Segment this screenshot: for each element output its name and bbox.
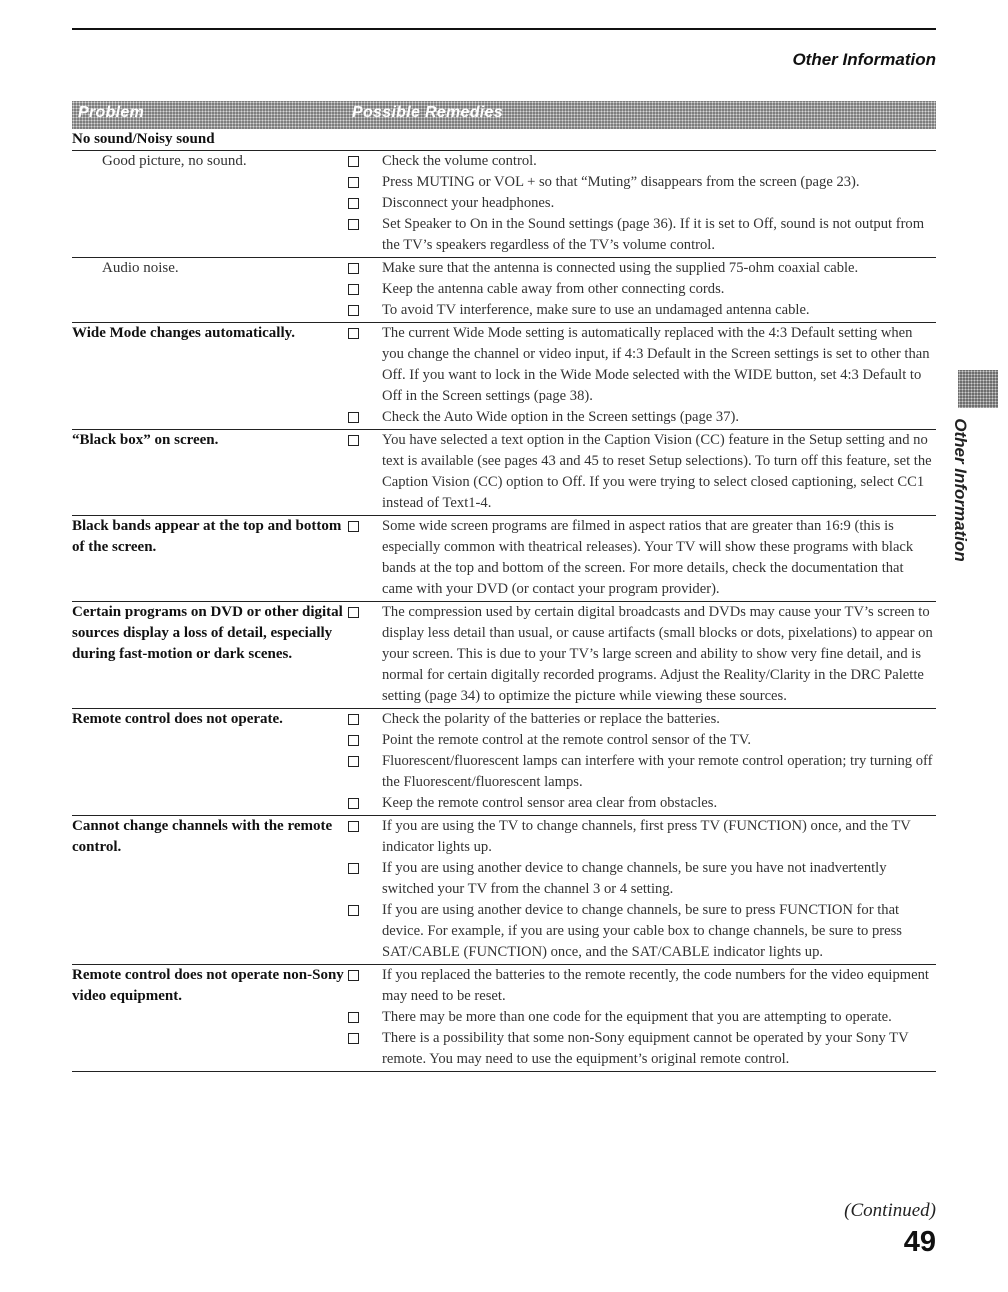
remedy-text: If you are using another device to change channels, be sure you have not inadvertently switched your TV from the channel 3 or 4 setting. — [382, 860, 887, 897]
checkbox-icon — [348, 198, 359, 209]
remedy-item — [346, 1007, 936, 1028]
remedy-item — [346, 323, 936, 407]
remedy-text: Keep the antenna cable away from other connecting cords. — [382, 281, 725, 297]
checkbox-icon — [348, 263, 359, 274]
top-rule — [72, 28, 936, 30]
checkbox-icon — [348, 905, 359, 916]
header-problem: Problem — [78, 104, 145, 121]
remedy-text: Fluorescent/fluorescent lamps can interfere with your remote control operation; try turning off the Fluorescent/fluorescent lamps. — [382, 753, 933, 790]
remedy-item — [346, 516, 936, 600]
table-row — [72, 258, 936, 323]
remedy-text: To avoid TV interference, make sure to use an undamaged antenna cable. — [382, 302, 810, 318]
table-row — [72, 965, 936, 1072]
remedies-list — [346, 709, 936, 814]
table-row — [72, 516, 936, 602]
checkbox-icon — [348, 821, 359, 832]
table-row — [72, 151, 936, 258]
checkbox-icon — [348, 156, 359, 167]
problem-text: Cannot change channels with the remote control. — [72, 818, 333, 855]
group-title: No sound/Noisy sound — [72, 129, 936, 151]
remedy-item — [346, 965, 936, 1007]
remedy-text: The compression used by certain digital broadcasts and DVDs may cause your TV’s screen to display less detail than usual, or cause artifacts (small blocks or dots, pixelations) to appear on your screen. This is due to your TV’s large screen and ability to show very fine detail, and is normal for certain digitally recorded programs. Adjust the Reality/Clarity in the DRC Palette setting (page 34) to optimize the picture while viewing these sources. — [382, 604, 933, 704]
table-row — [72, 602, 936, 709]
remedy-item — [346, 730, 936, 751]
table-row — [72, 323, 936, 430]
remedies-list — [346, 965, 936, 1070]
checkbox-icon — [348, 284, 359, 295]
remedy-item — [346, 816, 936, 858]
remedy-item — [346, 900, 936, 963]
remedy-item — [346, 407, 936, 428]
checkbox-icon — [348, 177, 359, 188]
remedy-text: The current Wide Mode setting is automatically replaced with the 4:3 Default setting when you change the channel or video input, if 4:3 Default in the Screen settings is set to other than Off. If you want to lock in the Wide Mode selected with the WIDE button, set 4:3 Default to Off in the Screen settings (page 38). — [382, 325, 930, 404]
remedy-text: If you replaced the batteries to the remote recently, the code numbers for the video equipment may need to be reset. — [382, 967, 929, 1004]
checkbox-icon — [348, 1012, 359, 1023]
remedies-list — [346, 602, 936, 707]
remedy-item — [346, 751, 936, 793]
remedies-list — [346, 323, 936, 428]
remedy-text: Press MUTING or VOL + so that “Muting” disappears from the screen (page 23). — [382, 174, 860, 190]
page-number: 49 — [903, 1226, 936, 1258]
checkbox-icon — [348, 1033, 359, 1044]
remedy-text: Check the Auto Wide option in the Screen settings (page 37). — [382, 409, 740, 425]
checkbox-icon — [348, 521, 359, 532]
problem-text: Certain programs on DVD or other digital sources display a loss of detail, especially during fast-motion or dark scenes. — [72, 604, 343, 662]
remedy-item — [346, 602, 936, 707]
remedies-list — [346, 430, 936, 514]
checkbox-icon — [348, 412, 359, 423]
problem-text: Black bands appear at the top and bottom of the screen. — [72, 518, 342, 555]
section-title: Other Information — [792, 50, 936, 69]
remedy-text: Disconnect your headphones. — [382, 195, 555, 211]
problem-text: Good picture, no sound. — [102, 153, 247, 169]
remedy-item — [346, 858, 936, 900]
problem-text: “Black box” on screen. — [72, 432, 219, 448]
remedy-text: Set Speaker to On in the Sound settings (page 36). If it is set to Off, sound is not output from the TV’s speakers regardless of the TV’s volume control. — [382, 216, 925, 253]
remedy-text: Check the polarity of the batteries or replace the batteries. — [382, 711, 720, 727]
remedy-text: Some wide screen programs are filmed in aspect ratios that are greater than 16:9 (this is especially common with theatrical releases). Your TV will show these programs with black bands at the top and bottom of the screen. For more details, check the documentation that came with your DVD (or contact your program provider). — [382, 518, 914, 597]
remedy-text: There is a possibility that some non-Sony equipment cannot be operated by your Sony TV remote. You may need to use the equipment’s original remote control. — [382, 1030, 909, 1067]
remedy-text: Check the volume control. — [382, 153, 537, 169]
checkbox-icon — [348, 435, 359, 446]
remedy-text: Keep the remote control sensor area clear from obstacles. — [382, 795, 718, 811]
remedy-item — [346, 430, 936, 514]
table-row — [72, 430, 936, 516]
remedy-item — [346, 709, 936, 730]
table-row — [72, 816, 936, 965]
side-tab — [940, 400, 980, 580]
remedy-text: Point the remote control at the remote control sensor of the TV. — [382, 732, 752, 748]
remedy-text: If you are using another device to change channels, be sure to press FUNCTION for that device. For example, if you are using your cable box to change channels, be sure to press SAT/CABLE (FUNCTION) once, and the SAT/CABLE indicator lights up. — [382, 902, 902, 960]
remedy-item — [346, 300, 936, 321]
checkbox-icon — [348, 970, 359, 981]
remedy-item — [346, 172, 936, 193]
remedy-item — [346, 258, 936, 279]
remedies-list — [346, 151, 936, 256]
remedy-item — [346, 1028, 936, 1070]
checkbox-icon — [348, 305, 359, 316]
side-tab-label: Other Information — [951, 418, 970, 562]
continued-label: (Continued) — [844, 1200, 936, 1221]
remedies-list — [346, 516, 936, 600]
remedy-text: If you are using the TV to change channels, first press TV (FUNCTION) once, and the TV indicator lights up. — [382, 818, 911, 855]
remedy-text: You have selected a text option in the Caption Vision (CC) feature in the Setup setting and no text is available (see pages 43 and 45 to reset Setup selections). To turn off this feature, set the Caption Vision (CC) option to Off. If you were trying to select closed captioning, select CC1 instead of Text1-4. — [382, 432, 932, 511]
remedy-item — [346, 214, 936, 256]
checkbox-icon — [348, 735, 359, 746]
troubleshooting-table — [72, 129, 936, 1072]
header-remedies: Possible Remedies — [352, 104, 503, 121]
remedy-item — [346, 193, 936, 214]
remedies-list — [346, 258, 936, 321]
table-rows — [72, 151, 936, 1072]
remedy-item — [346, 151, 936, 172]
checkbox-icon — [348, 328, 359, 339]
checkbox-icon — [348, 863, 359, 874]
checkbox-icon — [348, 714, 359, 725]
remedy-item — [346, 279, 936, 300]
checkbox-icon — [348, 219, 359, 230]
checkbox-icon — [348, 756, 359, 767]
remedies-list — [346, 816, 936, 963]
problem-text: Audio noise. — [102, 260, 179, 276]
problem-text: Remote control does not operate. — [72, 711, 283, 727]
remedy-text: Make sure that the antenna is connected using the supplied 75-ohm coaxial cable. — [382, 260, 859, 276]
checkbox-icon — [348, 798, 359, 809]
checkbox-icon — [348, 607, 359, 618]
table-row — [72, 709, 936, 816]
table-header — [72, 101, 936, 129]
remedy-item — [346, 793, 936, 814]
problem-text: Remote control does not operate non-Sony video equipment. — [72, 967, 344, 1004]
problem-text: Wide Mode changes automatically. — [72, 325, 296, 341]
remedy-text: There may be more than one code for the equipment that you are attempting to operate. — [382, 1009, 892, 1025]
